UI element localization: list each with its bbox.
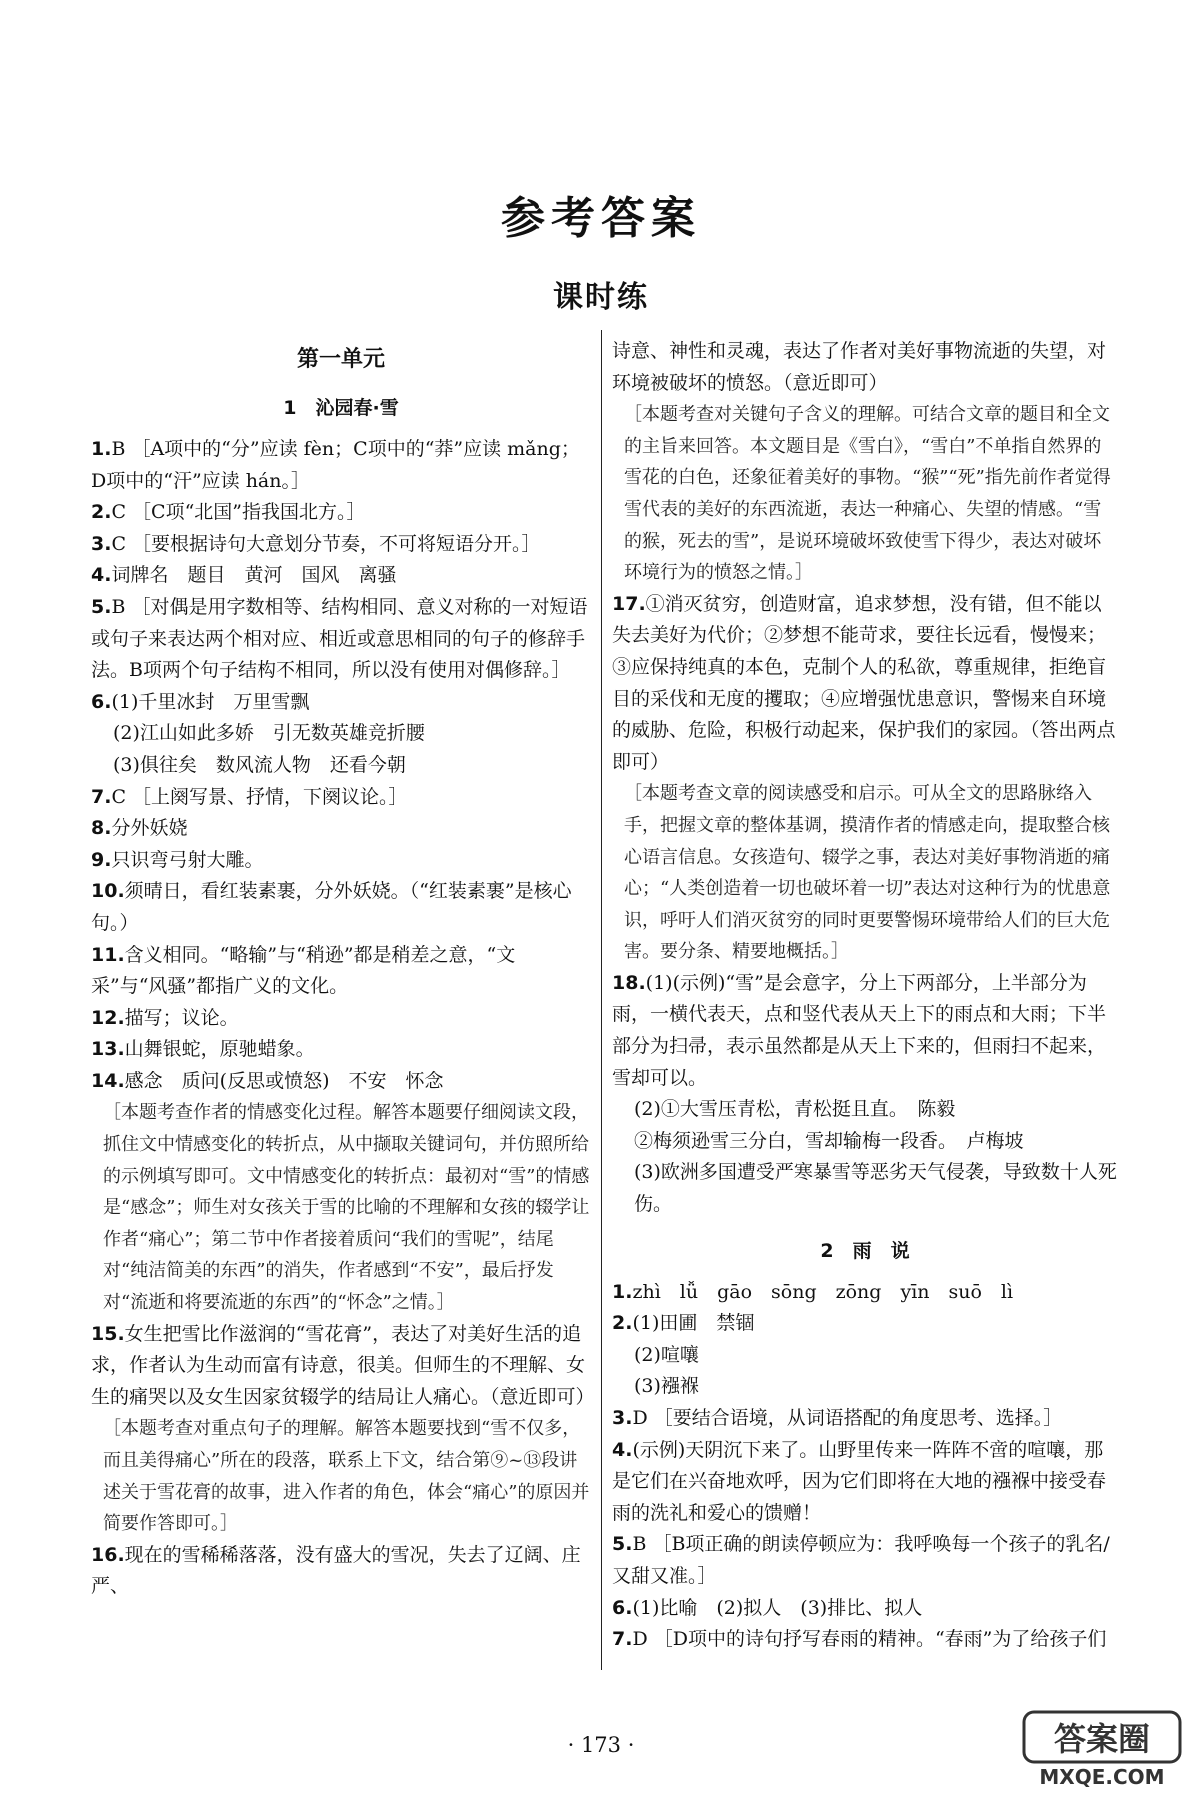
answer-text: D ［要结合语境，从词语搭配的角度思考、选择。］ [632,1407,1063,1429]
answer-item [91,1003,591,1035]
lesson-title-2: 2 雨 说 [820,1239,910,1262]
left-column [91,336,595,1603]
answer-number: 2. [612,1312,633,1335]
answer-text: C ［上阕写景、抒情，下阕议论。］ [111,785,408,808]
answer-text: 只识弯弓射大雕。 [111,848,264,871]
answer-number: 16. [91,1543,125,1566]
answer-number: 7. [91,785,112,808]
answer-text: D ［D项中的诗句抒写春雨的精神。“春雨”为了给孩子们 [632,1628,1107,1651]
answer-item [612,1529,1118,1592]
answer-item [91,1034,591,1066]
answer-subitem: (3)欧洲多国遭受严寒暴雪等恶劣天气侵袭，导致数十人死伤。 [634,1161,1117,1216]
answer-item [91,845,591,877]
answer-number: 11. [91,943,125,966]
answer-number: 5. [612,1533,633,1556]
answer-text: 须晴日，看红装素裹，分外妖娆。（“红装素裹”是核心句。） [91,880,572,934]
answer-text: 含义相同。“略输”与“稍逊”都是稍差之意，“文采”与“风骚”都指广义的文化。 [91,943,516,998]
answer-number: 17. [612,592,646,615]
answer-number: 14. [91,1069,125,1092]
answer-item [91,434,591,497]
answer-text: 现在的雪稀稀落落，没有盛大的雪况，失去了辽阔、庄严、 [91,1543,581,1598]
answer-item [91,1540,591,1603]
answer-number: 10. [91,880,125,903]
answer-text: 感念 质问(反思或愤怒) 不安 怀念 [124,1069,444,1092]
answer-number: 18. [612,971,646,994]
page-number: · 173 · [567,1733,635,1757]
answer-subitem: (2)①大雪压青松，青松挺且直。 陈毅 [634,1098,956,1121]
watermark-logo [1022,1710,1182,1790]
answer-subitem: ②梅须逊雪三分白，雪却输梅一段香。 卢梅坡 [634,1129,1024,1152]
answer-number: 4. [91,564,112,587]
answer-number: 1. [612,1280,633,1303]
answer-item [91,782,591,814]
answer-text: 分外妖娆 [111,817,188,840]
answer-text: (1)田圃 禁锢 [632,1312,755,1335]
answer-item [612,1624,1118,1656]
unit-title: 第一单元 [296,347,385,372]
answer-explanation: ［本题考查文章的阅读感受和启示。可从全文的思路脉络入手，把握文章的整体基调，摸清作者的情感走向，提取整合核心语言信息。女孩造句、辍学之事，表达对美好事物消逝的痛心；“人类创造着一切也破坏着一切”表达对这种行为的忧患意识，呼吁人们消灭贫穷的同时更要警惕环境带给人们的巨大危害。要分条、精要地概括。］ [624,783,1111,963]
answer-item [91,560,591,592]
answer-number: 7. [612,1628,633,1651]
answer-number: 13. [91,1038,125,1061]
answer-number: 1. [91,438,112,460]
answer-subitem: (2)江山如此多娇 引无数英雄竞折腰 [113,722,425,745]
answer-item [91,876,591,939]
answer-number: 9. [91,848,112,871]
answer-number: 3. [612,1407,633,1429]
answer-item [612,1593,1118,1625]
answer-subitem: (2)喧嚷 [634,1343,699,1366]
answer-number: 5. [91,595,112,618]
answer-text: 山舞银蛇，原驰蜡象。 [124,1038,315,1061]
right-column [612,336,1118,1656]
answer-item [91,687,591,719]
answer-explanation: ［本题考查对关键句子含义的理解。可结合文章的题目和全文的主旨来回答。本文题目是《雪白》，“雪白”不单指自然界的雪花的白色，还象征着美好的事物。“猴”“死”指先前作者觉得雪代表的美好的东西流逝，表达一种痛心、失望的情感。“雪的猴，死去的雪”，是说环境破坏致使雪下得少，表达对破坏环境行为的愤怒之情。］ [624,404,1111,584]
answer-item [91,1066,591,1098]
answer-text: C ［要根据诗句大意划分节奏，不可将短语分开。］ [111,532,541,555]
answer-text: 词牌名 题目 黄河 国风 离骚 [111,564,397,587]
svg-text:MXQE.COM: MXQE.COM [1039,1765,1165,1789]
lesson-title: 1 沁园春·雪 [283,397,399,419]
answer-number: 15. [91,1322,125,1345]
answer-text: C ［C项“北国”指我国北方。］ [111,501,366,524]
left-answer-list [91,434,595,1603]
answer-explanation: ［本题考查对重点句子的理解。解答本题要找到“雪不仅多，而且美得痛心”所在的段落，联系上下文，结合第⑨~⑬段讲述关于雪花膏的故事，进入作者的角色，体会“痛心”的原因并简要作答即可。］ [103,1418,590,1535]
answer-text: B ［对偶是用字数相等、结构相同、意义对称的一对短语或句子来表达两个相对应、相近或意思相同的句子的修辞手法。B项两个句子结构不相同，所以没有使用对偶修辞。］ [91,595,588,682]
answer-number: 6. [612,1596,633,1619]
answer-number: 3. [91,532,112,555]
answer-item [612,589,1118,779]
answer-item [91,940,591,1003]
section-title: 课时练 [553,280,649,315]
answer-text: B ［A项中的“分”应读 fèn；C项中的“莽”应读 mǎng；D项中的“汗”应读 hán。］ [91,438,580,492]
answer-item [91,529,591,561]
answer-number: 12. [91,1006,125,1029]
answer-text: (1)比喻 (2)拟人 (3)排比、拟人 [632,1596,923,1619]
answer-item [612,1435,1118,1530]
answer-number: 6. [91,690,112,713]
column-divider [601,330,602,1670]
answer-item [91,497,591,529]
answer-item [91,1319,595,1414]
right-answer-list-1 [612,589,1118,1221]
answer-item [612,1277,1118,1309]
right-answer-list-2 [612,1277,1118,1656]
page-title: 参考答案 [501,193,701,244]
answer-explanation: ［本题考查作者的情感变化过程。解答本题要仔细阅读文段，抓住文中情感变化的转折点，从中撷取关键词句，并仿照所给的示例填写即可。文中情感变化的转折点：最初对“雪”的情感是“感念”；师生对女孩关于雪的比喻的不理解和女孩的辍学让作者“痛心”；第二节中作者接着质问“我们的雪呢”，结尾对“纯洁简美的东西”的消失，作者感到“不安”，最后抒发对“流逝和将要流逝的东西”的“怀念”之情。］ [103,1102,590,1314]
answer-item [612,1308,1118,1340]
answer-text: ①消灭贫穷，创造财富，追求梦想，没有错，但不能以失去美好为代价；②梦想不能苛求，要往长远看，慢慢来；③应保持纯真的本色，克制个人的私欲，尊重规律，拒绝盲目的采伐和无度的攫取；④应增强忧患意识，警惕来自环境的威胁、危险，积极行动起来，保护我们的家园。（答出两点即可） [612,592,1116,773]
svg-text:答案圈: 答案圈 [1053,1720,1151,1758]
answer-text: (1)千里冰封 万里雪飘 [111,690,310,713]
answer-text: (示例)天阴沉下来了。山野里传来一阵阵不啻的喧嚷，那是它们在兴奋地欢呼，因为它们即将在大地的襁褓中接受春雨的洗礼和爱心的馈赠！ [612,1438,1107,1524]
answer-subitem: (3)俱往矣 数风流人物 还看今朝 [113,753,406,776]
answer-text: B ［B项正确的朗读停顿应为：我呼唤每一个孩子的乳名/又甜又准。］ [612,1533,1110,1587]
answer-continuation: 诗意、神性和灵魂，表达了作者对美好事物流逝的失望，对环境被破坏的愤怒。（意近即可） [612,340,1107,394]
answer-text: (1)(示例)“雪”是会意字，分上下两部分，上半部分为雨，一横代表天，点和竖代表从天上下的雨点和大雨；下半部分为扫帚，表示虽然都是从天上下来的，但雨扫不起来，雪却可以。 [612,971,1107,1089]
answer-item [612,1403,1118,1435]
answer-number: 2. [91,501,112,524]
answer-text: 描写；议论。 [124,1006,239,1029]
answer-number: 8. [91,817,112,840]
answer-item [91,813,591,845]
answer-item [91,592,591,687]
answer-item [612,968,1118,1094]
answer-number: 4. [612,1438,633,1461]
answer-text: zhì lǚ gāo sōng zōng yīn suō lì [632,1280,1014,1303]
answer-subitem: (3)襁褓 [634,1375,699,1398]
answer-text: 女生把雪比作滋润的“雪花膏”，表达了对美好生活的追求，作者认为生动而富有诗意，很美。但师生的不理解、女生的痛哭以及女生因家贫辍学的结局让人痛心。（意近即可） [91,1322,595,1408]
